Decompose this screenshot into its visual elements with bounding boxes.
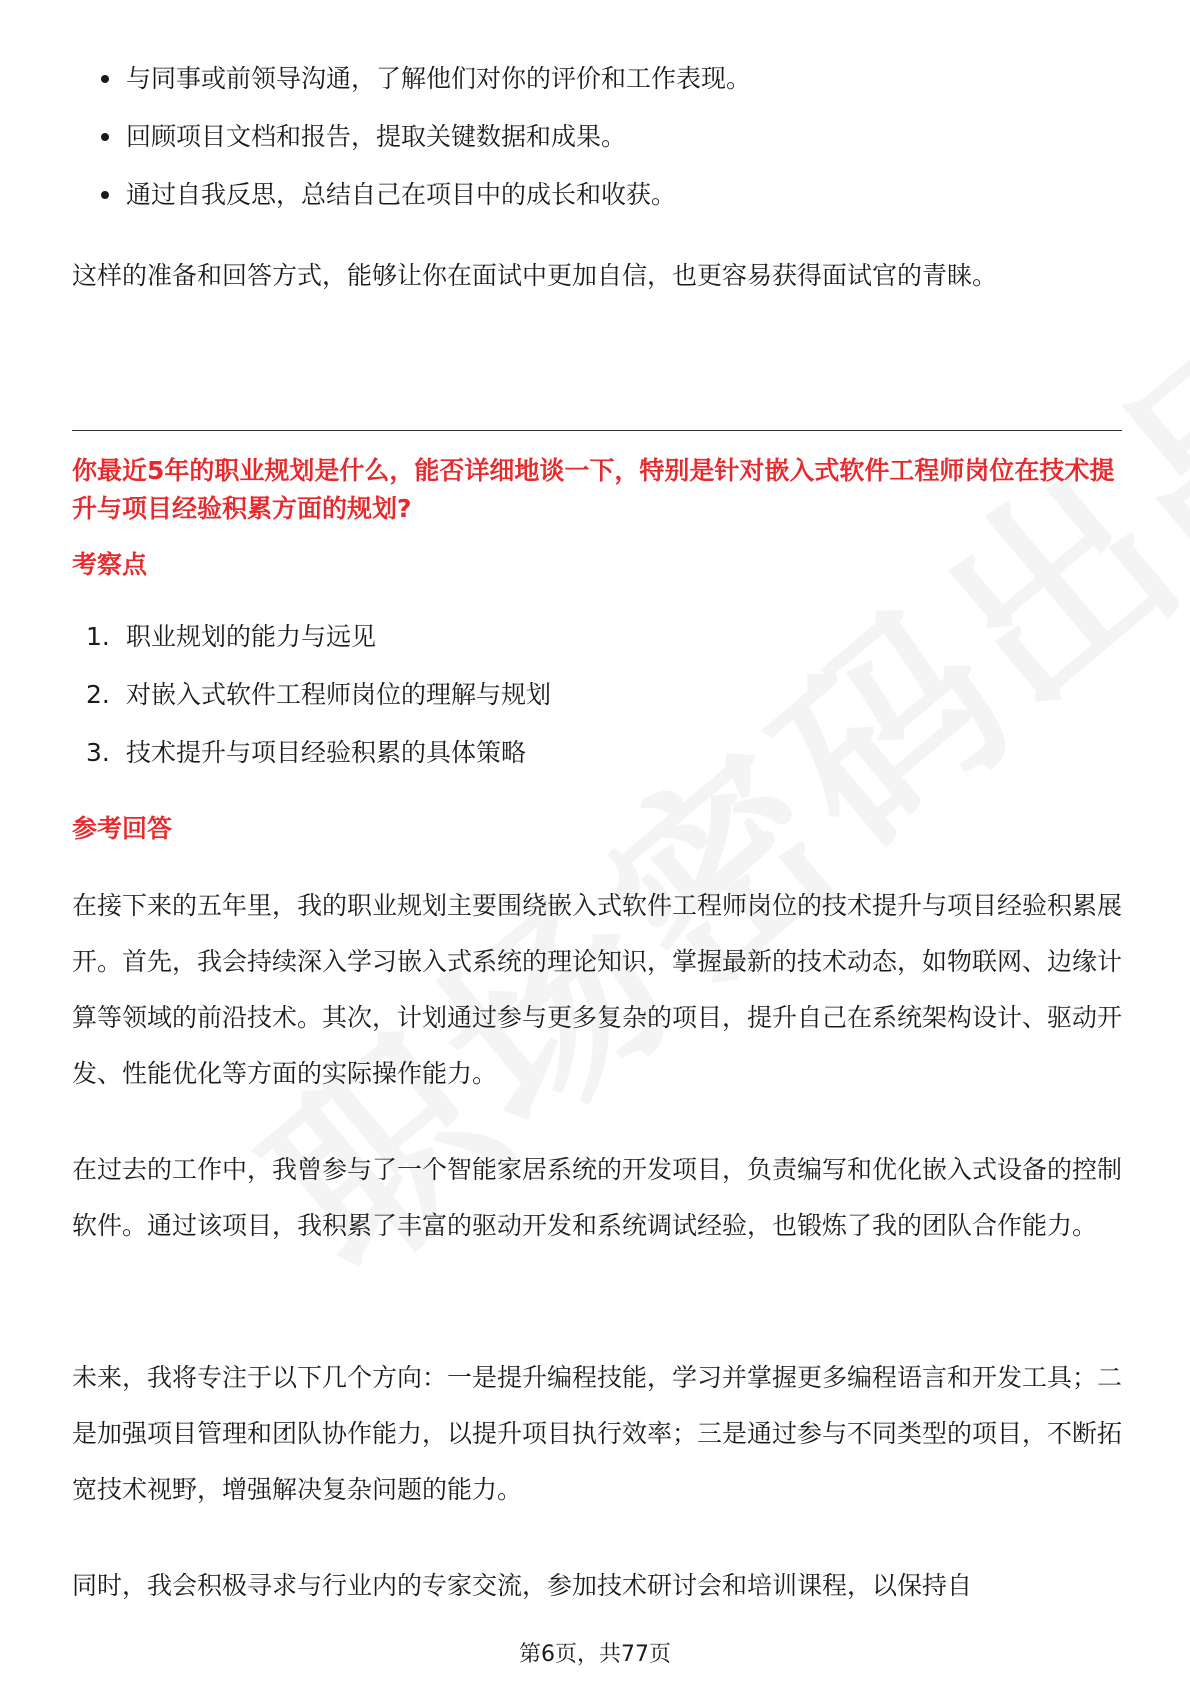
bullet-text: 回顾项目文档和报告，提取关键数据和成果。	[126, 122, 627, 151]
key-point-number: 2.	[86, 680, 110, 709]
page-footer: 第6页，共77页	[519, 1642, 671, 1667]
answer-paragraph: 在过去的工作中，我曾参与了一个智能家居系统的开发项目，负责编写和优化嵌入式设备的控制软件。通过该项目，我积累了丰富的驱动开发和系统调试经验，也锻炼了我的团队合作能力。	[72, 1155, 1123, 1240]
bullet-dot-icon	[101, 133, 109, 141]
key-point-item	[72, 620, 1122, 654]
question-title: 你最近5年的职业规划是什么，能否详细地谈一下，特别是针对嵌入式软件工程师岗位在技术提升与项目经验积累方面的规划?	[72, 456, 1115, 523]
key-point-item	[72, 678, 1122, 712]
answer-paragraph: 在接下来的五年里，我的职业规划主要围绕嵌入式软件工程师岗位的技术提升与项目经验积累展开。首先，我会持续深入学习嵌入式系统的理论知识，掌握最新的技术动态，如物联网、边缘计算等领域的前沿技术。其次，计划通过参与更多复杂的项目，提升自己在系统架构设计、驱动开发、性能优化等方面的实际操作能力。	[72, 891, 1123, 1088]
bullet-item	[72, 120, 1122, 154]
bullet-text: 与同事或前领导沟通，了解他们对你的评价和工作表现。	[126, 64, 752, 93]
bullet-dot-icon	[101, 75, 109, 83]
bullet-item	[72, 178, 1122, 212]
key-point-text: 技术提升与项目经验积累的具体策略	[126, 738, 527, 767]
bullet-text: 通过自我反思，总结自己在项目中的成长和收获。	[126, 180, 677, 209]
bullet-dot-icon	[101, 191, 109, 199]
answer-heading: 参考回答	[72, 814, 173, 843]
key-points-list	[72, 620, 1122, 794]
key-point-number: 1.	[86, 622, 110, 651]
bullet-list	[72, 62, 1122, 236]
answer-paragraph: 未来，我将专注于以下几个方向：一是提升编程技能，学习并掌握更多编程语言和开发工具；二是加强项目管理和团队协作能力，以提升项目执行效率；三是通过参与不同类型的项目，不断拓宽技术视野，增强解决复杂问题的能力。	[72, 1363, 1123, 1504]
section-divider	[72, 430, 1122, 431]
bullet-item	[72, 62, 1122, 96]
key-point-text: 对嵌入式软件工程师岗位的理解与规划	[126, 680, 552, 709]
summary-paragraph: 这样的准备和回答方式，能够让你在面试中更加自信，也更容易获得面试官的青睐。	[72, 261, 998, 290]
key-point-text: 职业规划的能力与远见	[126, 622, 377, 651]
key-point-number: 3.	[86, 738, 110, 767]
answer-paragraph: 同时，我会积极寻求与行业内的专家交流，参加技术研讨会和培训课程，以保持自	[72, 1571, 973, 1600]
key-point-item	[72, 736, 1122, 770]
key-points-heading: 考察点	[72, 550, 148, 579]
